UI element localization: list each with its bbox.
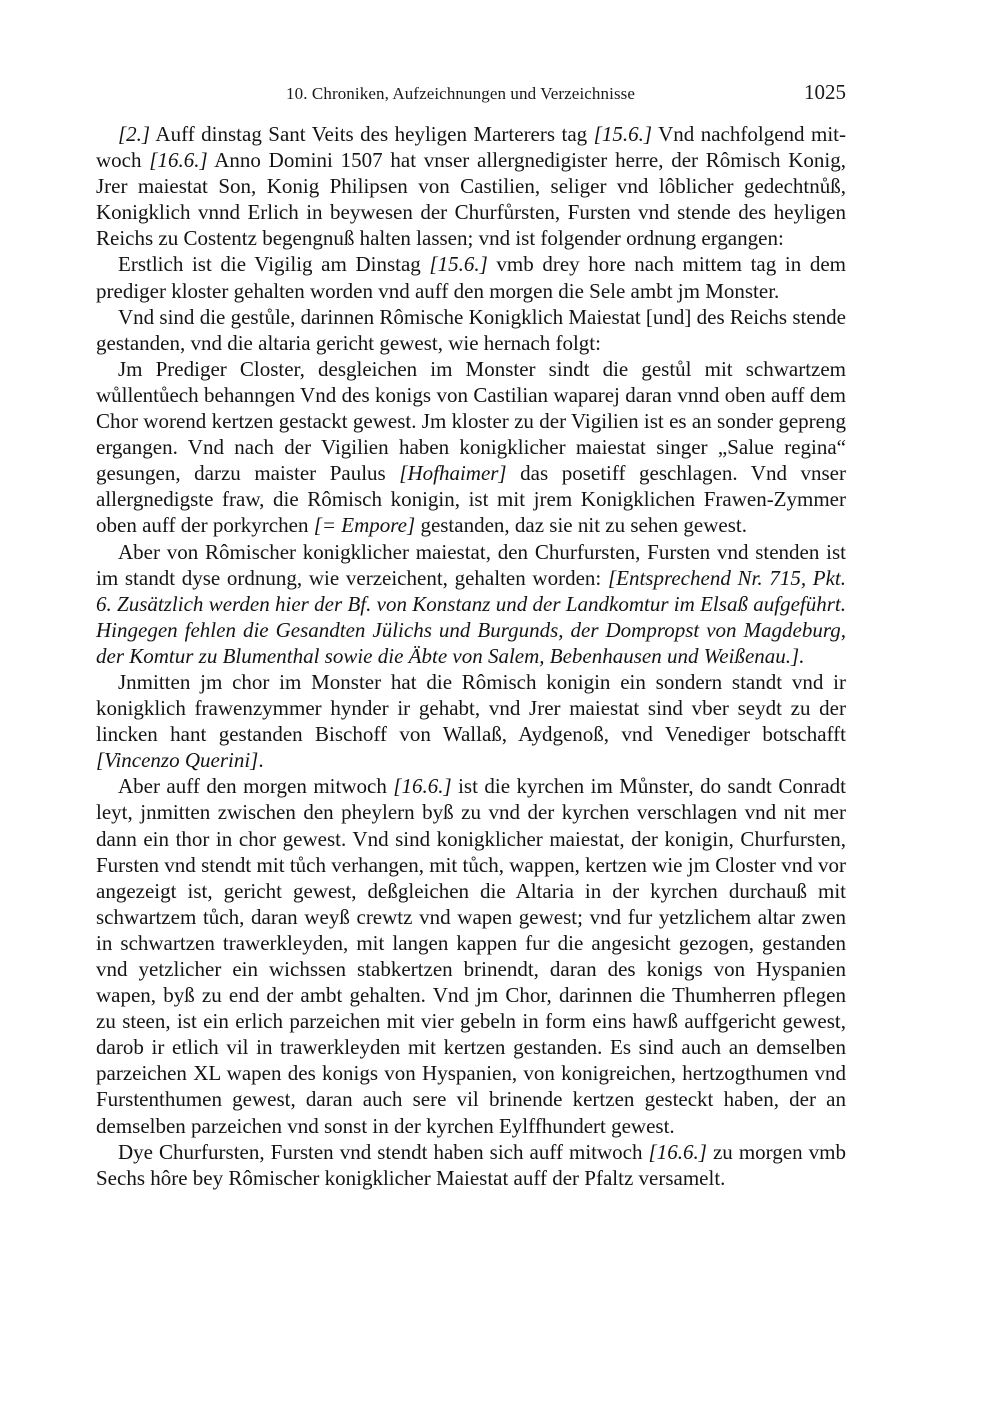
page-number: 1025 [804,80,846,104]
source-text: Anno Domini 1507 hat vnser allergnedigister herre, der Rômisch Konig, Jrer maiestat Son, Konig Philipsen von Castilien, seliger vnd lôblicher gedechtnůß, Konigklich vnnd Erlich in beywesen der Churfůrsten, Fursten vnd stende des heyligen Reichs zu Costentz begengnuß halten lassen; vnd ist folgender ordnung ergangen: [96,148,846,251]
source-text: Auff dinstag Sant Veits des heyligen Marterers tag [150,122,594,146]
running-head: 10. Chroniken, Aufzeichnungen und Verzeichnisse [286,84,636,103]
editorial-note: [15.6.] [593,122,652,146]
editorial-note: [15.6.] [429,252,488,277]
source-text: gestanden, daz sie nit zu sehen gewest. [415,513,747,538]
source-text: das posetiff geschlagen. Vnd vnser allergnedigste fraw, die Rômisch konigin, ist mit jrem Konigklichen Frawen-Zymmer oben auff der porkyrchen [96,461,846,538]
paragraph [96,669,846,773]
paragraph [96,356,846,539]
editorial-note: [Vincenzo Querini] [96,748,259,773]
source-text: Aber auff den morgen mitwoch [118,774,394,799]
editorial-note: [Entsprechend Nr. 715, Pkt. 6. Zusätzlich werden hier der Bf. von Konstanz und der Landkomtur im Elsaß aufgeführt. Hingegen fehlen die Gesandten Jülichs und Burgunds, der Dompropst von Magdeburg, der Komtur zu Blumenthal sowie die Äbte von Salem, Bebenhausen und Weißenau.]. [96,565,846,668]
source-text: Jnmitten jm chor im Monster hat die Rômisch konigin ein sondern standt vnd ir konigklich frawenzymmer hynder ir gehabt, vnd Jrer maiestat sind vber seydt zu der lincken hant gestanden Bischoff von Wallaß, Aydgenoß, vnd Venediger botschafft [96,669,846,747]
paragraph [96,251,846,303]
source-text: zu morgen vmb Sechs hôre bey Rômischer konigklicher Maiestat auff der Pfaltz versamelt. [96,1139,846,1190]
editorial-note: [16.6.] [393,774,452,799]
source-text: Dye Churfursten, Fursten vnd stendt haben sich auff mitwoch [118,1139,649,1164]
source-text: ist die kyrchen im Můnster, do sandt Conradt leyt, jnmitten zwischen den pheylern byß zu vnd der kyrchen verschlagen vnd nit mer dann ein thor in chor gewest. Vnd sind konigklicher maiestat, der konigin, Churfursten, Fursten vnd stendt mit tůch verhangen, mit tůch, wappen, kertzen wie jm Closter vnd vor angezeigt ist, gericht gewest, deßgleichen die Altaria in der kyrchen durchauß mit schwartzem tůch, daran weyß crewtz vnd wapen gewest; vnd fur yetzlichem altar zwen in schwartzen trawerkleyden, mit langen kappen fur die angesicht gezogen, gestanden vnd yetzlicher ein wichssen stabkertzen brinendt, daran des konigs von Hyspanien wapen, byß zu end der ambt gehalten. Vnd jm Chor, darinnen die Thumherren pflegen zu steen, ist ein erlich parzeichen mit vier gebeln in form eins hawß auffgericht gewest, darob ir etlich vil in trawerkleyden mit kertzen gestanden. Es sind auch an demselben parzeichen XL wapen des konigs von Hyspanien, von konigreichen, hertzogthumen vnd Furstenthumen gewest, daran auch sere vil brinende kertzen gesteckt haben, der an demselben parzeichen vnd sonst in der kyrchen Eylffhundert gewest. [96,774,846,1138]
source-text: Vnd nachfolgend mitwoch [96,122,846,173]
editorial-note: [= Empore] [313,513,416,538]
editorial-note: [Hofhaimer] [399,461,507,486]
editorial-note: [2.] [118,122,151,146]
source-text: vmb drey hore nach mittem tag in dem prediger kloster gehalten worden vnd auff den morgen die Sele ambt jm Monster. [96,252,846,303]
paragraph [96,539,846,669]
paragraph [96,773,846,1138]
body-text [96,121,846,1191]
source-text: Aber von Rômischer konigklicher maiestat, den Churfursten, Fursten vnd stenden ist im standt dyse ordnung, wie verzeichent, gehalten worden: [96,539,846,590]
paragraph [96,121,846,251]
page-header [96,80,846,110]
paragraph [96,1139,846,1191]
source-text: . [258,748,264,773]
editorial-note: [16.6.] [149,148,208,173]
source-text: Erstlich ist die Vigilig am Dinstag [118,252,430,277]
source-text: Vnd sind die gestůle, darinnen Rômische Konigklich Maiestat [und] des Reichs stende gestanden, vnd die altaria gericht gewest, wie hernach folgt: [96,304,846,355]
source-text: Jm Prediger Closter, desgleichen im Monster sindt die gestůl mit schwartzem wůllentůech behanngen Vnd des konigs von Castilian waparej daran vnnd oben auff dem Chor worend kertzen gestackt gewest. Jm kloster zu der Vigilien ist es an sonder gepreng ergangen. Vnd nach der Vigilien haben konigklicher maiestat singer „Salue regina“ gesungen, darzu maister Paulus [96,356,846,486]
editorial-note: [16.6.] [648,1139,707,1164]
paragraph [96,304,846,356]
